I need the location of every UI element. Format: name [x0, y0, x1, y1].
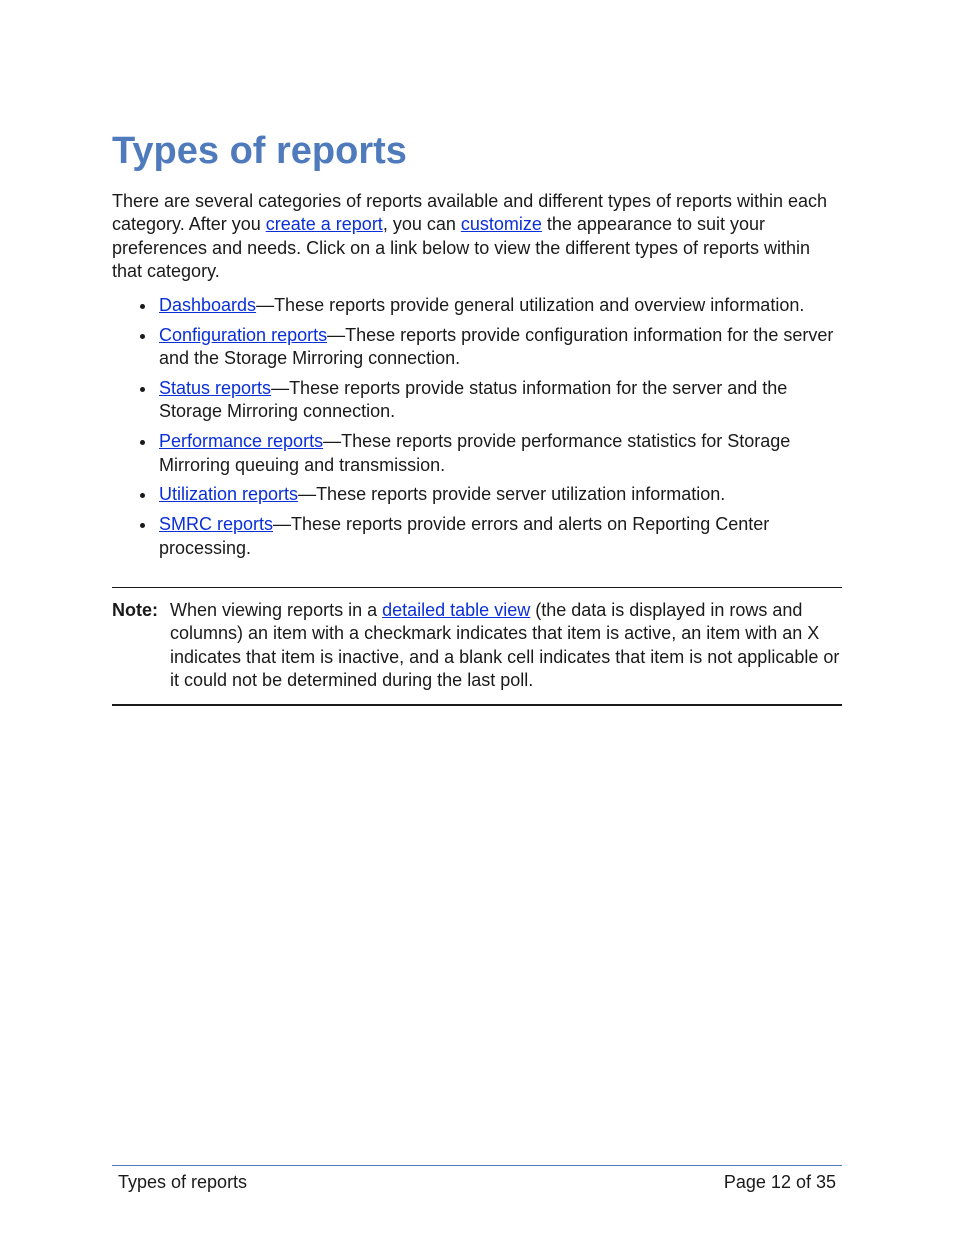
list-item-text: —These reports provide status information for the server and the Storage Mirroring connection. [159, 378, 788, 422]
bullet-icon [140, 387, 145, 392]
list-item [140, 430, 840, 477]
list-item-text: —These reports provide configuration information for the server and the Storage Mirroring connection. [159, 324, 834, 369]
intro-text-1: There are several categories of reports available and different types of reports within each category. After you [112, 191, 828, 235]
customize-link[interactable]: customize [460, 214, 542, 235]
intro-text-2: , you can [382, 214, 461, 235]
configuration-reports-link[interactable]: Configuration reports [159, 324, 328, 345]
report-categories-list [140, 294, 840, 567]
detailed-table-view-link[interactable]: detailed table view [382, 600, 531, 620]
status-reports-link[interactable]: Status reports [159, 378, 272, 399]
list-item-text: —These reports provide general utilization and overview information. [256, 295, 805, 315]
bullet-icon [140, 523, 145, 528]
list-item [140, 513, 840, 560]
performance-reports-link[interactable]: Performance reports [159, 431, 324, 452]
list-item [140, 483, 840, 506]
bullet-icon [140, 493, 145, 498]
note-body [170, 599, 842, 692]
smrc-reports-link[interactable]: SMRC reports [159, 514, 274, 535]
list-item [140, 324, 840, 371]
page-title: Types of reports [112, 130, 407, 172]
list-item-text: —These reports provide performance statistics for Storage Mirroring queuing and transmission. [159, 431, 791, 475]
footer-divider [112, 1165, 842, 1166]
list-item-text: —These reports provide server utilization information. [298, 484, 726, 505]
bullet-icon [140, 334, 145, 339]
dashboards-link[interactable]: Dashboards [159, 295, 257, 315]
note-top-divider [112, 587, 842, 588]
create-report-link[interactable]: create a report [265, 214, 383, 235]
bullet-icon [140, 304, 145, 309]
list-item [140, 377, 840, 424]
note-text-1: When viewing reports in a [170, 600, 383, 620]
note-label: Note: [112, 600, 158, 620]
intro-text-3: the appearance to suit your preferences and needs. Click on a link below to view the different types of reports within that category. [112, 214, 811, 281]
bullet-icon [140, 440, 145, 445]
footer-section-title: Types of reports [118, 1172, 248, 1192]
intro-paragraph [112, 190, 842, 283]
footer-page-number: Page 12 of 35 [723, 1172, 836, 1192]
list-item [140, 294, 840, 317]
list-item-text: —These reports provide errors and alerts on Reporting Center processing. [159, 514, 770, 558]
note-bottom-divider [112, 704, 842, 706]
utilization-reports-link[interactable]: Utilization reports [159, 484, 299, 505]
note-text-2: (the data is displayed in rows and columns) an item with a checkmark indicates that item is active, an item with an X indicates that item is inactive, and a blank cell indicates that item is not applicable or it could not be determined during the last poll. [170, 600, 840, 690]
note-block [112, 599, 842, 692]
